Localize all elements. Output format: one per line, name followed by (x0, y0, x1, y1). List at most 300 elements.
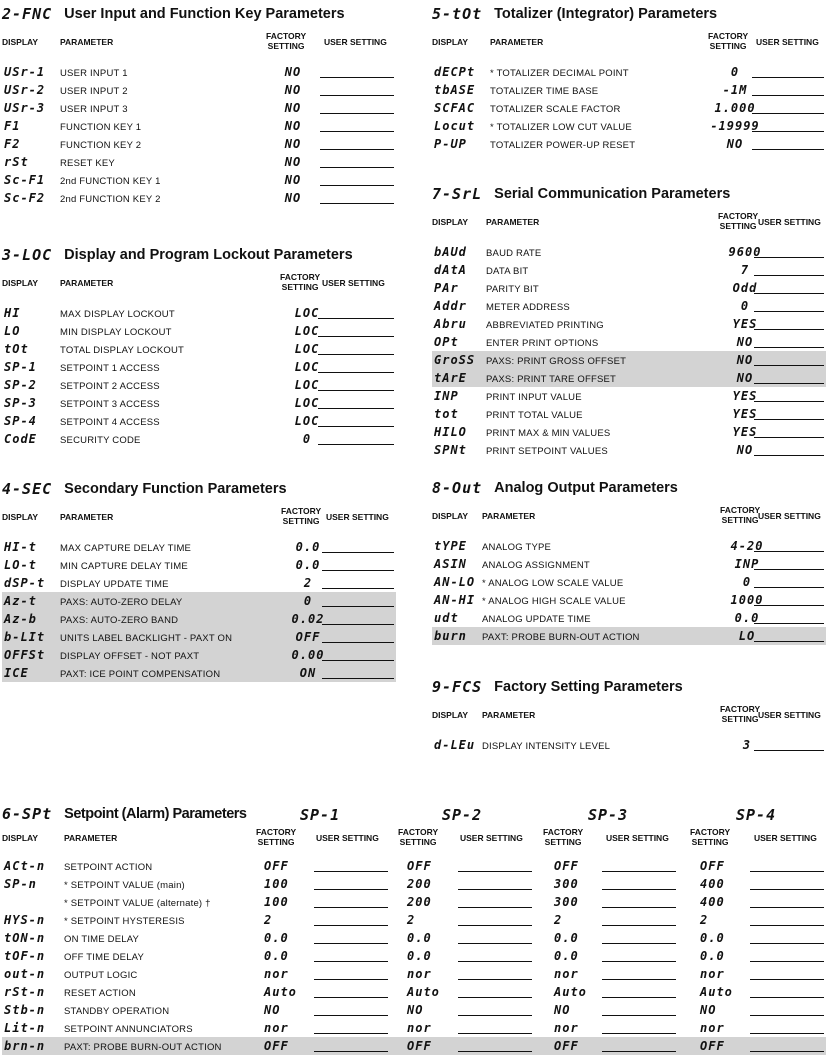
factory-setting: 0 (742, 575, 752, 589)
user-setting-field-sp4[interactable] (750, 997, 824, 998)
parameter-name: TOTALIZER SCALE FACTOR (490, 104, 621, 115)
user-setting-field-sp4[interactable] (750, 943, 824, 944)
col-parameter: PARAMETER (482, 710, 536, 720)
user-setting-field-sp4[interactable] (750, 925, 824, 926)
section-3-loc (2, 244, 396, 448)
factory-setting: NO (736, 353, 754, 367)
param-row (2, 394, 396, 412)
display-code: USr-3 (4, 101, 46, 115)
user-setting-field[interactable] (320, 167, 394, 168)
section-header (432, 477, 826, 499)
col-display: DISPLAY (2, 278, 39, 288)
param-row (432, 63, 826, 81)
display-code: AN-HI (434, 593, 476, 607)
factory-setting-sp3: 2 (554, 913, 563, 927)
user-setting-field[interactable] (752, 95, 824, 96)
section-code: 9-FCS (432, 678, 483, 696)
user-setting-field-sp4[interactable] (750, 907, 824, 908)
factory-setting-sp4: Auto (700, 985, 733, 999)
factory-setting: NO (284, 155, 302, 169)
factory-setting-sp4: 0.0 (700, 931, 725, 945)
factory-setting: Odd (732, 281, 758, 295)
section-header (2, 478, 396, 500)
column-headers (432, 211, 826, 237)
factory-setting: YES (732, 317, 758, 331)
user-setting-field-sp3[interactable] (602, 961, 676, 962)
section-title: Serial Communication Parameters (494, 186, 731, 202)
user-setting-field[interactable] (752, 77, 824, 78)
display-code: OFFSt (4, 648, 46, 662)
display-code: b-LIt (4, 630, 46, 644)
user-setting-field[interactable] (754, 641, 824, 642)
factory-setting-sp4: nor (700, 967, 725, 981)
setpoint-row (2, 1037, 826, 1055)
user-setting-field-sp3[interactable] (602, 1033, 676, 1034)
factory-setting: -19999 (710, 119, 760, 133)
param-row (432, 279, 826, 297)
user-setting-field-sp1[interactable] (314, 889, 388, 890)
user-setting-field-sp2[interactable] (458, 889, 532, 890)
param-row (2, 430, 396, 448)
param-row (2, 628, 396, 646)
setpoint-column-label: SP-1 (300, 806, 341, 824)
user-setting-field-sp1[interactable] (314, 943, 388, 944)
factory-setting: LOC (294, 306, 320, 320)
param-row (432, 609, 826, 627)
factory-setting-sp2: OFF (407, 1039, 432, 1053)
col-factory-setting (398, 827, 438, 847)
param-row (2, 81, 396, 99)
col-factory-setting (718, 211, 758, 231)
parameter-name: FUNCTION KEY 2 (60, 140, 142, 151)
user-setting-field-sp4[interactable] (750, 979, 824, 980)
user-setting-field[interactable] (754, 419, 824, 420)
param-row (2, 376, 396, 394)
user-setting-field[interactable] (322, 642, 394, 643)
param-row (2, 171, 396, 189)
col-factory-line1: FACTORY (281, 506, 322, 516)
display-code: PAr (434, 281, 459, 295)
user-setting-field[interactable] (318, 336, 394, 337)
user-setting-field[interactable] (322, 570, 394, 571)
col-display: DISPLAY (432, 217, 469, 227)
factory-setting-sp1: 100 (264, 877, 289, 891)
factory-setting: -1M (722, 83, 748, 97)
param-row (432, 736, 826, 754)
display-code: SCFAC (434, 101, 476, 115)
user-setting-field-sp3[interactable] (602, 1015, 676, 1016)
col-parameter: PARAMETER (490, 37, 544, 47)
factory-setting: 2 (303, 576, 313, 590)
user-setting-field-sp3[interactable] (602, 979, 676, 980)
column-headers (2, 272, 396, 298)
user-setting-field-sp2[interactable] (458, 907, 532, 908)
parameter-name: ON TIME DELAY (64, 934, 140, 945)
col-display: DISPLAY (432, 37, 469, 47)
user-setting-field[interactable] (754, 750, 824, 751)
display-code: Addr (434, 299, 467, 313)
param-row (432, 351, 826, 369)
user-setting-field[interactable] (320, 113, 394, 114)
user-setting-field[interactable] (322, 606, 394, 607)
parameter-name: TOTALIZER TIME BASE (490, 86, 599, 97)
factory-setting: 0.0 (295, 558, 321, 572)
display-code: tOt (4, 342, 29, 356)
user-setting-field-sp4[interactable] (750, 889, 824, 890)
user-setting-field[interactable] (752, 113, 824, 114)
factory-setting-sp2: 200 (407, 895, 432, 909)
user-setting-field-sp2[interactable] (458, 1051, 532, 1052)
display-code: INP (434, 389, 459, 403)
factory-setting: NO (284, 137, 302, 151)
section-7-srl (432, 183, 826, 459)
display-code: ICE (4, 666, 29, 680)
parameter-name: PAXS: PRINT TARE OFFSET (486, 374, 617, 385)
factory-setting-sp1: NO (264, 1003, 281, 1017)
user-setting-field-sp3[interactable] (602, 889, 676, 890)
parameter-name: 2nd FUNCTION KEY 1 (60, 176, 161, 187)
user-setting-field[interactable] (318, 390, 394, 391)
param-row (2, 63, 396, 81)
section-5-tot (432, 3, 826, 153)
user-setting-field[interactable] (322, 624, 394, 625)
user-setting-field[interactable] (752, 131, 824, 132)
setpoint-row (2, 893, 826, 911)
factory-setting-sp3: 300 (554, 877, 579, 891)
user-setting-field-sp1[interactable] (314, 961, 388, 962)
param-row (2, 153, 396, 171)
setpoint-row (2, 1001, 826, 1019)
factory-setting-sp2: nor (407, 1021, 432, 1035)
display-code: tot (434, 407, 459, 421)
parameter-name: * SETPOINT VALUE (main) (64, 880, 185, 891)
setpoint-row (2, 1019, 826, 1037)
parameter-name: METER ADDRESS (486, 302, 570, 313)
user-setting-field[interactable] (322, 660, 394, 661)
col-display: DISPLAY (432, 710, 469, 720)
user-setting-field[interactable] (320, 95, 394, 96)
user-setting-field-sp3[interactable] (602, 943, 676, 944)
user-setting-field-sp4[interactable] (750, 871, 824, 872)
col-factory-setting (543, 827, 583, 847)
user-setting-field[interactable] (754, 455, 824, 456)
col-user-setting: USER SETTING (606, 833, 669, 843)
column-headers (432, 31, 826, 57)
factory-setting-sp4: 400 (700, 877, 725, 891)
user-setting-field-sp2[interactable] (458, 961, 532, 962)
factory-setting-sp3: nor (554, 967, 579, 981)
user-setting-field-sp2[interactable] (458, 997, 532, 998)
parameter-name: STANDBY OPERATION (64, 1006, 170, 1017)
user-setting-field[interactable] (754, 329, 824, 330)
param-row (432, 99, 826, 117)
user-setting-field[interactable] (754, 275, 824, 276)
col-user-setting: USER SETTING (754, 833, 817, 843)
parameter-name: USER INPUT 2 (60, 86, 128, 97)
factory-setting: 0.02 (291, 612, 325, 626)
user-setting-field-sp4[interactable] (750, 1033, 824, 1034)
display-code: Locut (434, 119, 476, 133)
factory-setting: NO (284, 65, 302, 79)
col-factory-line2: SETTING (544, 837, 582, 847)
user-setting-field-sp1[interactable] (314, 1051, 388, 1052)
section-title: Secondary Function Parameters (64, 481, 287, 497)
display-code: AN-LO (434, 575, 476, 589)
factory-setting: INP (734, 557, 760, 571)
user-setting-field[interactable] (318, 426, 394, 427)
factory-setting: YES (732, 425, 758, 439)
parameter-name: DISPLAY UPDATE TIME (60, 579, 169, 590)
user-setting-field[interactable] (318, 372, 394, 373)
col-factory-line2: SETTING (282, 516, 320, 526)
display-code: HI-t (4, 540, 37, 554)
factory-setting: LO (738, 629, 756, 643)
user-setting-field-sp1[interactable] (314, 907, 388, 908)
col-factory-line1: FACTORY (280, 272, 321, 282)
display-code: out-n (4, 967, 46, 981)
user-setting-field-sp3[interactable] (602, 997, 676, 998)
factory-setting-sp1: 0.0 (264, 931, 289, 945)
display-code: rSt (4, 155, 29, 169)
user-setting-field-sp2[interactable] (458, 979, 532, 980)
user-setting-field-sp2[interactable] (458, 1015, 532, 1016)
factory-setting: 4-20 (730, 539, 764, 553)
display-code: Sc-F1 (4, 173, 46, 187)
user-setting-field[interactable] (318, 318, 394, 319)
factory-setting: ON (299, 666, 317, 680)
col-user-setting: USER SETTING (756, 37, 819, 47)
col-user-setting: USER SETTING (460, 833, 523, 843)
section-code: 6-SPt (2, 805, 53, 823)
user-setting-field[interactable] (322, 678, 394, 679)
factory-setting-sp1: 0.0 (264, 949, 289, 963)
parameter-name: PAXS: AUTO-ZERO DELAY (60, 597, 183, 608)
section-code: 3-LOC (2, 246, 53, 264)
column-headers (2, 31, 396, 57)
user-setting-field[interactable] (754, 569, 824, 570)
column-headers (432, 704, 826, 730)
setpoint-row (2, 857, 826, 875)
user-setting-field-sp3[interactable] (602, 925, 676, 926)
user-setting-field[interactable] (320, 131, 394, 132)
display-code: SP-n (4, 877, 37, 891)
factory-setting: 9600 (728, 245, 762, 259)
col-factory-line2: SETTING (721, 515, 759, 525)
user-setting-field[interactable] (322, 552, 394, 553)
display-code: Az-b (4, 612, 37, 626)
display-code: F1 (4, 119, 21, 133)
factory-setting-sp3: nor (554, 1021, 579, 1035)
user-setting-field-sp1[interactable] (314, 1033, 388, 1034)
col-display: DISPLAY (2, 37, 39, 47)
user-setting-field[interactable] (754, 383, 824, 384)
display-code: brn-n (4, 1039, 46, 1053)
user-setting-field[interactable] (320, 77, 394, 78)
user-setting-field[interactable] (754, 293, 824, 294)
param-row (432, 117, 826, 135)
section-8-out (432, 477, 826, 645)
display-code: USr-1 (4, 65, 46, 79)
user-setting-field[interactable] (752, 149, 824, 150)
factory-setting: LOC (294, 378, 320, 392)
display-code: HI (4, 306, 21, 320)
display-code: Stb-n (4, 1003, 46, 1017)
factory-setting-sp4: NO (700, 1003, 717, 1017)
factory-setting: 0 (730, 65, 740, 79)
section-header (2, 803, 826, 825)
col-display: DISPLAY (432, 511, 469, 521)
factory-setting-sp2: 200 (407, 877, 432, 891)
factory-setting-sp4: 0.0 (700, 949, 725, 963)
user-setting-field-sp4[interactable] (750, 961, 824, 962)
col-factory-line1: FACTORY (720, 505, 761, 515)
col-factory-setting (256, 827, 296, 847)
section-title: User Input and Function Key Parameters (64, 6, 345, 22)
section-4-sec (2, 478, 396, 682)
user-setting-field-sp2[interactable] (458, 925, 532, 926)
param-row (432, 297, 826, 315)
col-factory-line2: SETTING (281, 282, 319, 292)
user-setting-field[interactable] (754, 437, 824, 438)
parameter-name: TOTALIZER POWER-UP RESET (490, 140, 636, 151)
factory-setting: 0 (302, 432, 312, 446)
parameter-name: ANALOG ASSIGNMENT (482, 560, 590, 571)
user-setting-field-sp2[interactable] (458, 1033, 532, 1034)
display-code: SP-1 (4, 360, 37, 374)
user-setting-field[interactable] (754, 311, 824, 312)
section-title: Totalizer (Integrator) Parameters (494, 6, 718, 22)
user-setting-field[interactable] (754, 401, 824, 402)
factory-setting: LOC (294, 396, 320, 410)
factory-setting-sp4: 2 (700, 913, 709, 927)
factory-setting: NO (284, 101, 302, 115)
col-factory-line2: SETTING (399, 837, 437, 847)
section-title: Analog Output Parameters (494, 480, 678, 496)
param-row (432, 441, 826, 459)
parameter-name: USER INPUT 1 (60, 68, 128, 79)
col-user-setting: USER SETTING (758, 217, 821, 227)
user-setting-field-sp3[interactable] (602, 871, 676, 872)
parameter-name: MIN DISPLAY LOCKOUT (60, 327, 172, 338)
factory-setting-sp1: OFF (264, 859, 289, 873)
user-setting-field[interactable] (754, 347, 824, 348)
user-setting-field-sp1[interactable] (314, 1015, 388, 1016)
factory-setting: 0.00 (291, 648, 325, 662)
col-factory-line1: FACTORY (398, 827, 439, 837)
column-headers (2, 506, 396, 532)
parameter-name: TOTAL DISPLAY LOCKOUT (60, 345, 185, 356)
parameter-name: MIN CAPTURE DELAY TIME (60, 561, 188, 572)
section-code: 4-SEC (2, 480, 53, 498)
user-setting-field-sp3[interactable] (602, 907, 676, 908)
col-user-setting: USER SETTING (758, 710, 821, 720)
display-code: ASIN (434, 557, 467, 571)
user-setting-field[interactable] (320, 185, 394, 186)
parameter-name: PRINT INPUT VALUE (486, 392, 582, 403)
col-factory-setting (720, 505, 760, 525)
user-setting-field[interactable] (322, 588, 394, 589)
user-setting-field[interactable] (754, 605, 824, 606)
user-setting-field[interactable] (754, 551, 824, 552)
user-setting-field[interactable] (754, 365, 824, 366)
setpoint-row (2, 983, 826, 1001)
param-row (432, 627, 826, 645)
col-display: DISPLAY (2, 833, 39, 843)
user-setting-field[interactable] (318, 354, 394, 355)
section-code: 2-FNC (2, 5, 53, 23)
user-setting-field-sp1[interactable] (314, 979, 388, 980)
factory-setting-sp1: 100 (264, 895, 289, 909)
factory-setting: NO (726, 137, 744, 151)
user-setting-field[interactable] (320, 203, 394, 204)
parameter-name: SETPOINT ACTION (64, 862, 153, 873)
factory-setting-sp2: OFF (407, 859, 432, 873)
user-setting-field-sp4[interactable] (750, 1051, 824, 1052)
display-code: udt (434, 611, 459, 625)
factory-setting: 1000 (730, 593, 764, 607)
user-setting-field-sp2[interactable] (458, 871, 532, 872)
section-header (2, 3, 396, 25)
user-setting-field[interactable] (320, 149, 394, 150)
user-setting-field[interactable] (754, 257, 824, 258)
user-setting-field-sp1[interactable] (314, 871, 388, 872)
param-row (2, 304, 396, 322)
user-setting-field[interactable] (318, 444, 394, 445)
factory-setting-sp4: nor (700, 1021, 725, 1035)
display-code: SP-3 (4, 396, 37, 410)
user-setting-field-sp1[interactable] (314, 997, 388, 998)
col-parameter: PARAMETER (486, 217, 540, 227)
factory-setting-sp3: Auto (554, 985, 587, 999)
parameter-name: PRINT TOTAL VALUE (486, 410, 583, 421)
factory-setting: NO (736, 335, 754, 349)
display-code: burn (434, 629, 467, 643)
display-code: bAUd (434, 245, 467, 259)
factory-setting-sp2: Auto (407, 985, 440, 999)
section-header (432, 3, 826, 25)
user-setting-field[interactable] (754, 587, 824, 588)
parameter-name: BAUD RATE (486, 248, 542, 259)
section-header (432, 676, 826, 698)
parameter-name: MAX CAPTURE DELAY TIME (60, 543, 192, 554)
user-setting-field[interactable] (318, 408, 394, 409)
param-row (432, 423, 826, 441)
col-user-setting: USER SETTING (322, 278, 385, 288)
user-setting-field-sp3[interactable] (602, 1051, 676, 1052)
col-user-setting: USER SETTING (758, 511, 821, 521)
param-row (2, 538, 396, 556)
col-factory-setting (280, 272, 320, 292)
user-setting-field-sp1[interactable] (314, 925, 388, 926)
factory-setting: NO (736, 371, 754, 385)
col-display: DISPLAY (2, 512, 39, 522)
user-setting-field[interactable] (754, 623, 824, 624)
setpoint-row (2, 875, 826, 893)
display-code: HYS-n (4, 913, 46, 927)
col-factory-line1: FACTORY (690, 827, 731, 837)
display-code: tON-n (4, 931, 46, 945)
user-setting-field-sp4[interactable] (750, 1015, 824, 1016)
parameter-name: PARITY BIT (486, 284, 539, 295)
parameter-name: SETPOINT 4 ACCESS (60, 417, 160, 428)
display-code: Az-t (4, 594, 37, 608)
parameter-name: PRINT SETPOINT VALUES (486, 446, 608, 457)
user-setting-field-sp2[interactable] (458, 943, 532, 944)
col-factory-line2: SETTING (719, 221, 757, 231)
factory-setting-sp1: Auto (264, 985, 297, 999)
section-9-fcs (432, 676, 826, 754)
parameter-name: PAXT: PROBE BURN-OUT ACTION (64, 1042, 222, 1053)
